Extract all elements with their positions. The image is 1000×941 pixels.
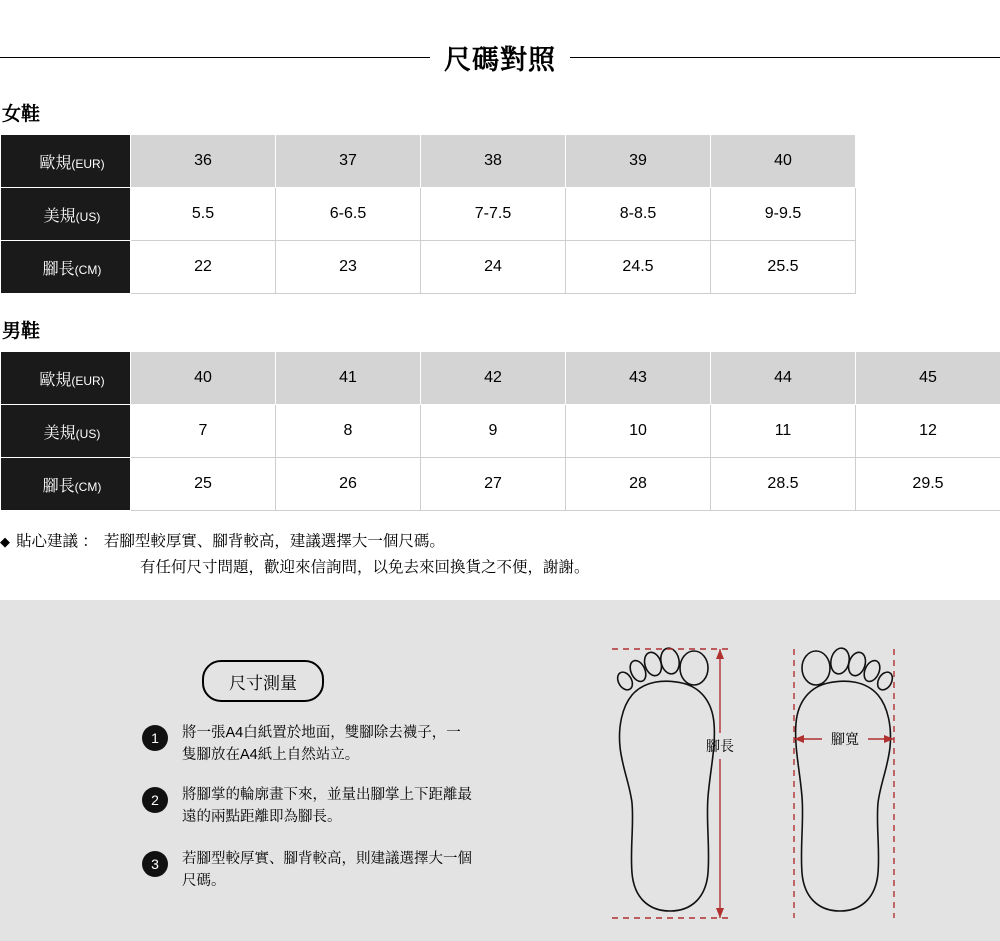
row-header-label: 歐規 [39, 154, 72, 172]
row-header [1, 352, 131, 405]
foot-length-label: 腳長 [706, 738, 734, 754]
step-number: 3 [142, 851, 168, 877]
measurement-step-2 [142, 785, 472, 829]
table-cell: 39 [566, 135, 711, 188]
table-cell: 37 [276, 135, 421, 188]
row-header-label: 腳長 [42, 477, 75, 495]
table-cell: 27 [421, 458, 566, 511]
table-cell: 5.5 [131, 188, 276, 241]
row-header-label: 美規 [43, 207, 76, 225]
table-cell: 45 [856, 352, 1000, 405]
table-cell: 26 [276, 458, 421, 511]
table-cell: 29.5 [856, 458, 1000, 511]
step-text: 將一張A4白紙置於地面，雙腳除去襪子，一隻腳放在A4紙上自然站立。 [182, 725, 461, 763]
foot-outline-left [615, 646, 715, 911]
table-cell: 28 [566, 458, 711, 511]
table-row [1, 135, 856, 188]
row-header-label: 美規 [43, 424, 76, 442]
measurement-title: 尺寸測量 [202, 660, 324, 702]
measurement-panel [0, 600, 1000, 941]
table-cell: 23 [276, 241, 421, 294]
women-section-heading: 女鞋 [2, 104, 41, 125]
tips-label: 貼心建議 ： [16, 533, 98, 550]
table-cell: 38 [421, 135, 566, 188]
row-header [1, 405, 131, 458]
page-title-row [0, 0, 1000, 77]
tips-block [0, 529, 1000, 580]
table-cell: 9-9.5 [711, 188, 856, 241]
table-cell: 11 [711, 405, 856, 458]
table-cell: 40 [711, 135, 856, 188]
table-cell: 25 [131, 458, 276, 511]
page-title: 尺碼對照 [444, 45, 556, 75]
table-cell: 24.5 [566, 241, 711, 294]
table-cell: 12 [856, 405, 1000, 458]
men-section-heading: 男鞋 [2, 321, 41, 342]
measurement-step-1 [142, 723, 472, 767]
step-number: 1 [142, 725, 168, 751]
table-cell: 6-6.5 [276, 188, 421, 241]
table-cell: 44 [711, 352, 856, 405]
foot-width-guide [794, 649, 894, 918]
table-cell: 36 [131, 135, 276, 188]
step-text: 將腳掌的輪廓畫下來，並量出腳掌上下距離最遠的兩點距離即為腳長。 [182, 787, 472, 825]
row-header [1, 188, 131, 241]
table-cell: 10 [566, 405, 711, 458]
women-size-table [0, 134, 856, 294]
table-cell: 42 [421, 352, 566, 405]
table-cell: 7 [131, 405, 276, 458]
step-text: 若腳型較厚實、腳背較高，則建議選擇大一個尺碼。 [182, 851, 472, 889]
row-header [1, 135, 131, 188]
table-cell: 8 [276, 405, 421, 458]
table-cell: 9 [421, 405, 566, 458]
title-rule-right [570, 57, 1000, 58]
foot-measurement-diagram [560, 635, 980, 935]
diamond-icon: ◆ [0, 534, 10, 549]
table-cell: 22 [131, 241, 276, 294]
tips-line-2: 有任何尺寸問題，歡迎來信詢問，以免去來回換貨之不便，謝謝。 [140, 558, 590, 576]
table-cell: 41 [276, 352, 421, 405]
row-header-unit: (US) [75, 209, 101, 224]
table-row [1, 458, 1000, 511]
row-header-label: 腳長 [42, 260, 75, 278]
title-rule-left [0, 57, 430, 58]
step-number: 2 [142, 787, 168, 813]
table-row [1, 188, 856, 241]
row-header-label: 歐規 [39, 371, 72, 389]
table-cell: 8-8.5 [566, 188, 711, 241]
measurement-step-3 [142, 849, 472, 893]
table-cell: 43 [566, 352, 711, 405]
foot-outline-right [796, 646, 896, 911]
row-header-unit: (CM) [74, 262, 102, 277]
table-cell: 7-7.5 [421, 188, 566, 241]
foot-width-label: 腳寬 [831, 731, 859, 747]
table-row [1, 405, 1000, 458]
row-header [1, 241, 131, 294]
table-row [1, 241, 856, 294]
table-cell: 24 [421, 241, 566, 294]
table-cell: 25.5 [711, 241, 856, 294]
table-row [1, 352, 1000, 405]
row-header-unit: (US) [75, 426, 101, 441]
row-header-unit: (EUR) [71, 373, 105, 388]
table-cell: 40 [131, 352, 276, 405]
table-cell: 28.5 [711, 458, 856, 511]
row-header-unit: (EUR) [71, 156, 105, 171]
men-size-table [0, 351, 1000, 511]
row-header [1, 458, 131, 511]
tips-line-1: 若腳型較厚實、腳背較高，建議選擇大一個尺碼。 [103, 533, 445, 550]
row-header-unit: (CM) [74, 479, 102, 494]
